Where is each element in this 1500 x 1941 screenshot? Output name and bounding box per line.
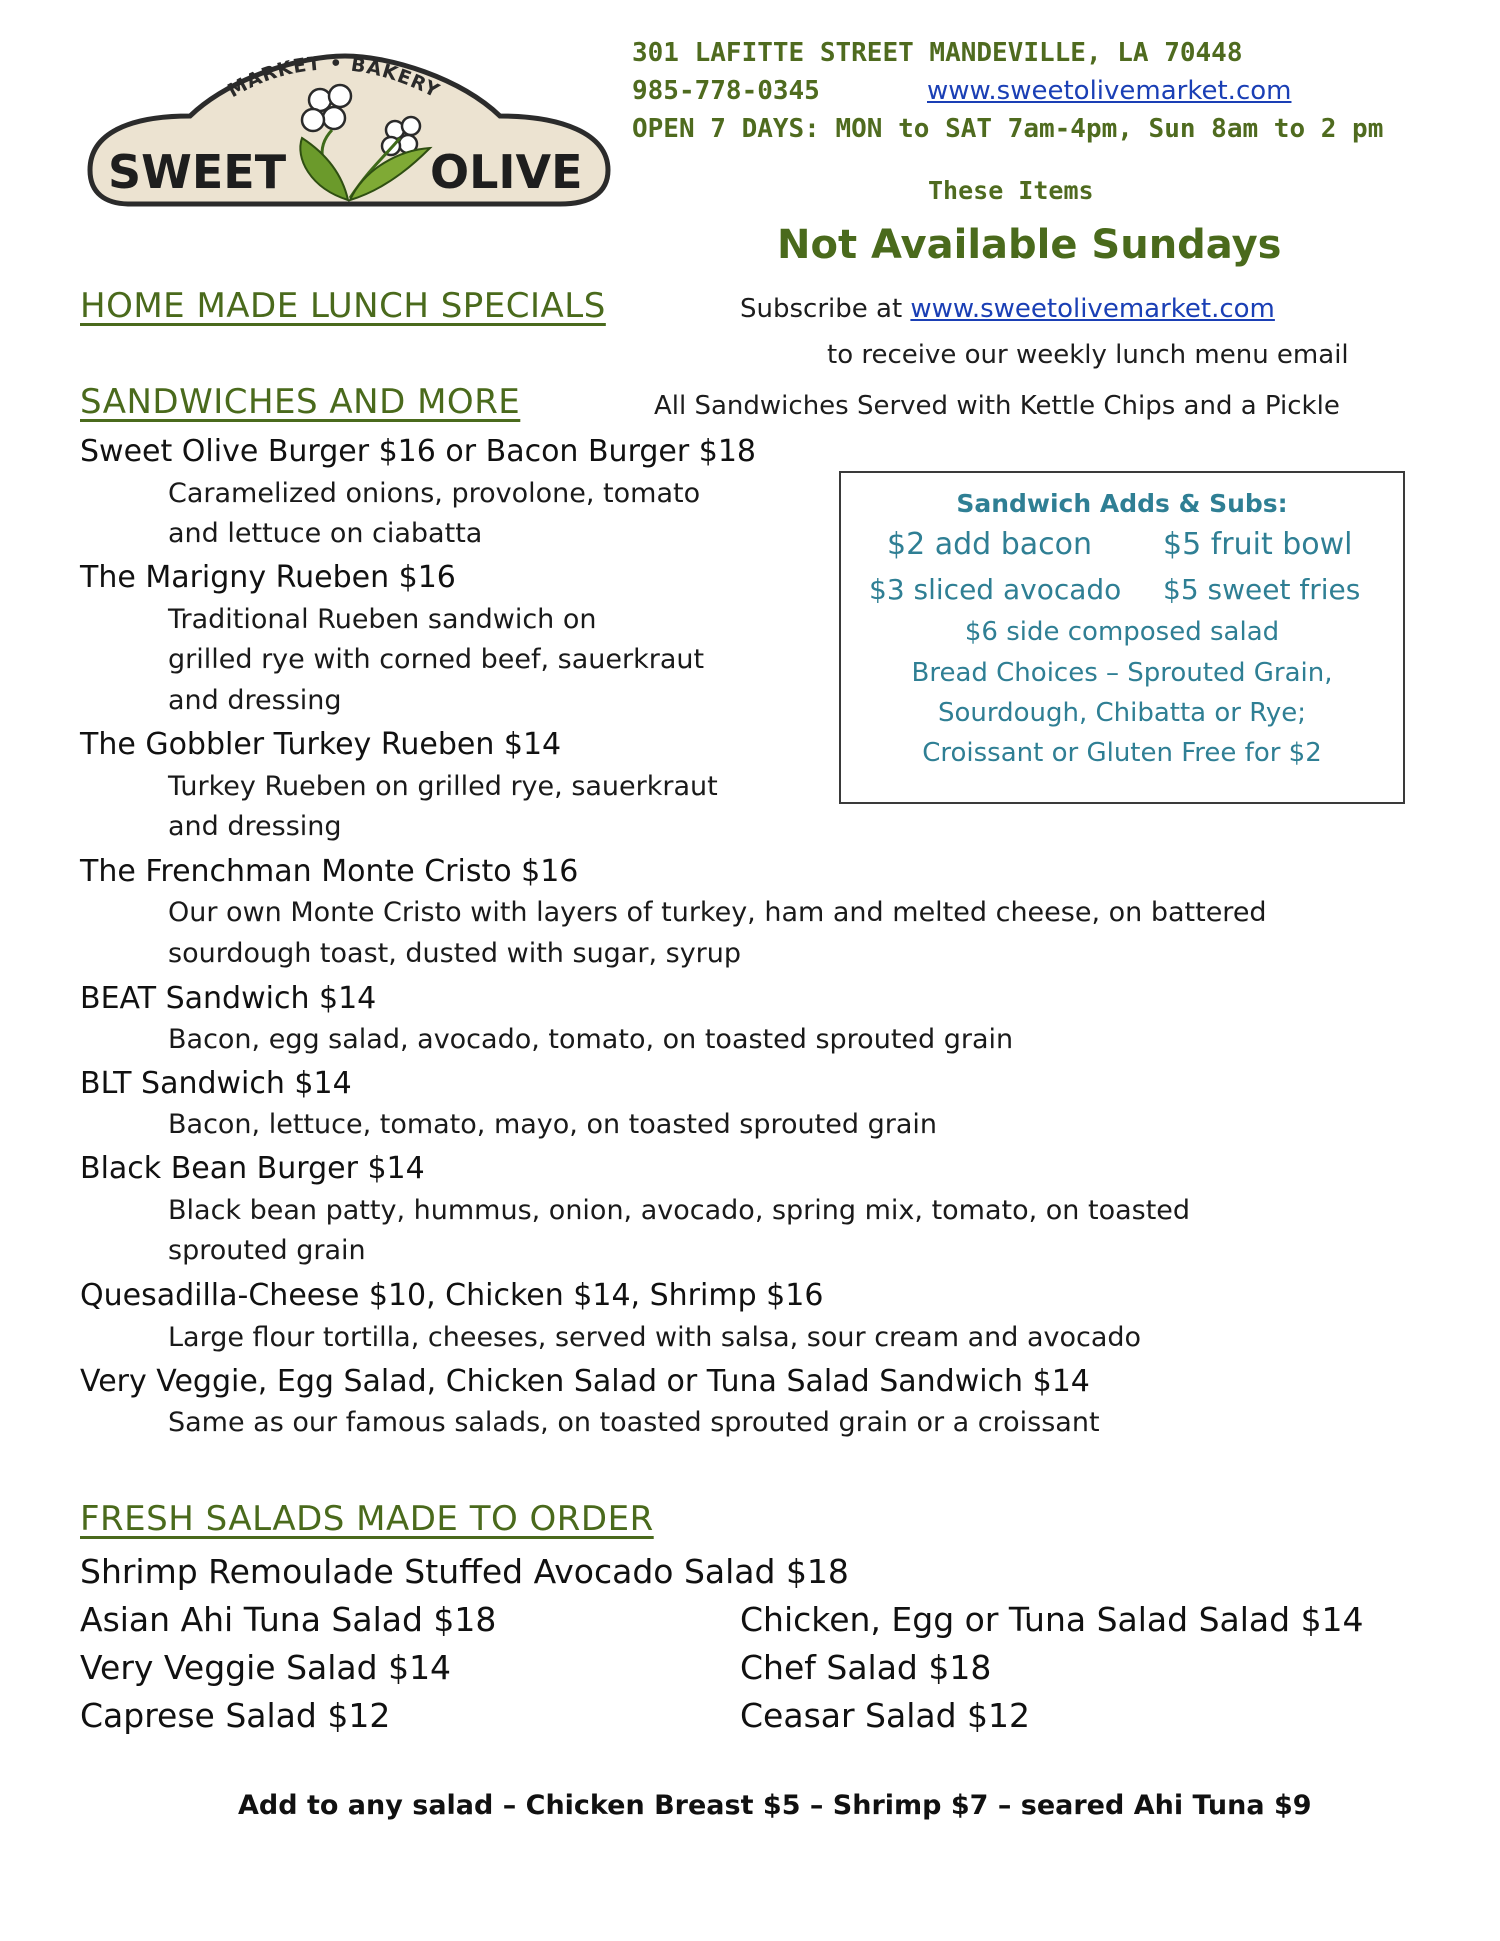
featured-salad: Shrimp Remoulade Stuffed Avocado Salad $18 (80, 1552, 849, 1591)
these-items-label: These Items (928, 176, 1094, 205)
sandwich-item: Black Bean Burger $14 (80, 1151, 425, 1186)
sandwich-desc: Large flour tortilla, cheeses, served with salsa, sour cream and avocado (168, 1322, 1142, 1353)
not-available-sundays: Not Available Sundays (777, 222, 1282, 268)
bread-choices-3: Croissant or Gluten Free for $2 (922, 738, 1322, 768)
bread-choices-2: Sourdough, Chibatta or Rye; (937, 698, 1307, 728)
subscribe-line-2: to receive our weekly lunch menu email (827, 340, 1349, 370)
salad-item: Chef Salad $18 (740, 1648, 992, 1687)
sandwich-desc: Our own Monte Cristo with layers of turkey, ham and melted cheese, on battered (168, 897, 1267, 928)
sandwich-desc: and lettuce on ciabatta (168, 518, 483, 549)
sweet-olive-logo (70, 38, 618, 210)
lunch-specials-title: HOME MADE LUNCH SPECIALS (80, 286, 606, 326)
adds-title: Sandwich Adds & Subs: (956, 489, 1288, 518)
sandwich-desc: sprouted grain (168, 1235, 366, 1266)
salad-item: Very Veggie Salad $14 (80, 1648, 452, 1687)
sandwich-item: Sweet Olive Burger $16 or Bacon Burger $18 (80, 434, 757, 469)
add-fruit-bowl: $5 fruit bowl (1163, 527, 1353, 562)
sandwich-item: The Gobbler Turkey Rueben $14 (80, 727, 562, 762)
sandwich-desc: Bacon, egg salad, avocado, tomato, on toasted sprouted grain (168, 1024, 1014, 1055)
add-side-salad: $6 side composed salad (964, 617, 1280, 647)
add-bacon: $2 add bacon (887, 527, 1093, 562)
sandwich-desc: and dressing (168, 811, 342, 842)
add-avocado: $3 sliced avocado (869, 573, 1122, 606)
sandwich-item: BLT Sandwich $14 (80, 1066, 352, 1101)
logo-arc-text: MARKET • BAKERY (224, 52, 444, 103)
sandwich-desc: and dressing (168, 685, 342, 716)
sandwich-item: The Frenchman Monte Cristo $16 (80, 854, 579, 889)
sandwich-item: Very Veggie, Egg Salad, Chicken Salad or Tuna Salad Sandwich $14 (80, 1364, 1090, 1399)
served-note: All Sandwiches Served with Kettle Chips and a Pickle (654, 391, 1340, 421)
salad-item: Asian Ahi Tuna Salad $18 (80, 1600, 497, 1639)
salad-add-on: Add to any salad – Chicken Breast $5 – Shrimp $7 – seared Ahi Tuna $9 (238, 1790, 1312, 1821)
hours: OPEN 7 DAYS: MON to SAT 7am-4pm, Sun 8am to 2 pm (632, 114, 1384, 144)
sandwich-desc: Caramelized onions, provolone, tomato (168, 478, 701, 509)
logo-olive-word: OLIVE (430, 145, 583, 199)
website-link[interactable]: www.sweetolivemarket.com (927, 76, 1292, 106)
sandwich-desc: Traditional Rueben sandwich on (168, 604, 597, 635)
subscribe-link[interactable]: www.sweetolivemarket.com (910, 294, 1275, 324)
salad-item: Ceasar Salad $12 (740, 1696, 1031, 1735)
sandwich-item: Quesadilla-Cheese $10, Chicken $14, Shrimp $16 (80, 1278, 824, 1313)
subscribe-prefix: Subscribe at (740, 294, 911, 324)
sandwich-adds-box (839, 471, 1405, 804)
sandwich-desc: Same as our famous salads, on toasted sprouted grain or a croissant (168, 1407, 1100, 1438)
sandwiches-title: SANDWICHES AND MORE (80, 382, 521, 422)
sandwich-desc: grilled rye with corned beef, sauerkraut (168, 644, 705, 675)
salads-title: FRESH SALADS MADE TO ORDER (80, 1499, 654, 1539)
bread-choices-1: Bread Choices – Sprouted Grain, (911, 658, 1333, 688)
address: 301 LAFITTE STREET MANDEVILLE, LA 70448 (632, 38, 1243, 68)
sandwich-desc: sourdough toast, dusted with sugar, syrup (168, 938, 742, 969)
sandwich-item: BEAT Sandwich $14 (80, 981, 377, 1016)
salad-item: Chicken, Egg or Tuna Salad Salad $14 (740, 1600, 1364, 1639)
subscribe-line (740, 294, 1275, 324)
phone: 985-778-0345 (632, 76, 820, 106)
sandwich-desc: Turkey Rueben on grilled rye, sauerkraut (168, 771, 718, 802)
sandwich-desc: Black bean patty, hummus, onion, avocado, spring mix, tomato, on toasted (168, 1195, 1191, 1226)
sandwich-item: The Marigny Rueben $16 (80, 560, 456, 595)
sandwich-desc: Bacon, lettuce, tomato, mayo, on toasted sprouted grain (168, 1109, 937, 1140)
logo-sweet-word: SWEET (108, 145, 287, 199)
salad-item: Caprese Salad $12 (80, 1696, 391, 1735)
add-sweet-fries: $5 sweet fries (1163, 573, 1361, 606)
